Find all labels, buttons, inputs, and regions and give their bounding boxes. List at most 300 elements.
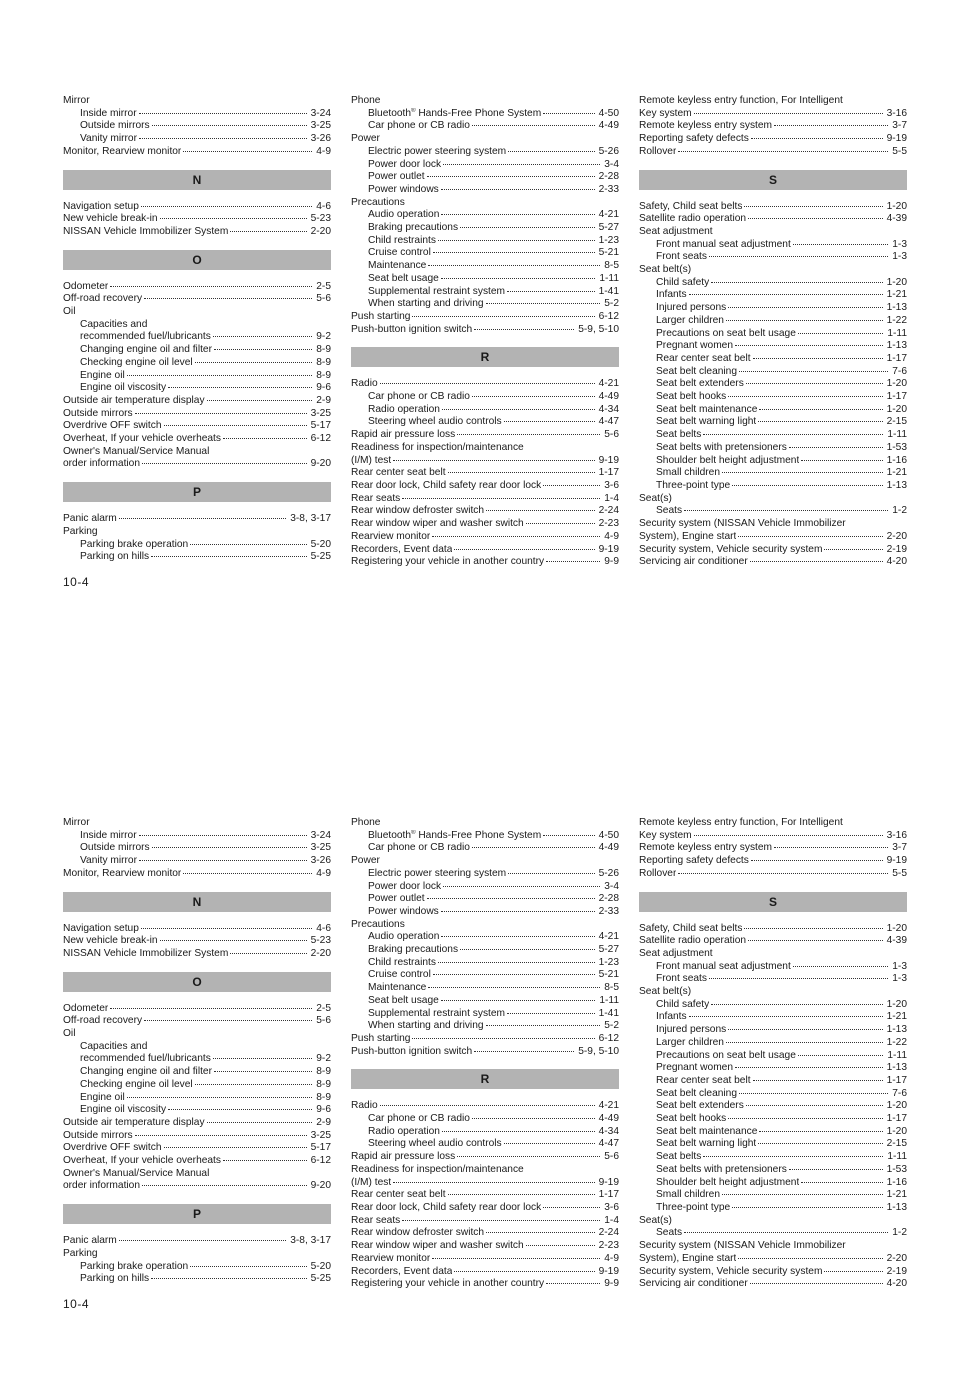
page-reference: 1-53 [886,441,907,453]
entry-text: Cruise control [368,247,431,259]
entry-text: Rear center seat belt [351,467,446,479]
page-reference: 1-11 [887,1151,907,1163]
entry-text: Small children [656,1189,720,1201]
index-subentry [639,1202,907,1215]
entry-text: Phone [351,95,381,106]
entry-text: Panic alarm [63,513,117,525]
page-reference: 5-27 [598,222,619,234]
page-reference: 1-20 [886,403,907,415]
index-entry [63,948,331,961]
dot-leader [753,1079,883,1081]
entry-text: Remote keyless entry function, For Intelligent [639,95,843,106]
entry-text: Power outlet [368,893,425,905]
dot-leader [746,1104,883,1106]
dot-leader [748,217,883,219]
dot-leader [543,484,600,486]
page-reference: 1-21 [886,289,907,301]
page-reference: 5-26 [598,867,619,879]
index-entry [639,855,907,868]
index-subentry [639,404,907,417]
dot-leader [748,939,883,941]
index-subentry [639,1088,907,1101]
index-subentry [351,957,619,970]
index-entry [351,855,619,868]
index-page-bottom [0,722,954,1398]
page-reference: 1-3 [892,973,907,985]
dot-leader [441,277,596,279]
entry-text: Larger children [656,314,724,326]
index-entry [351,1164,619,1177]
entry-text: Servicing air conditioner [639,1278,748,1290]
index-subentry [63,539,331,552]
page-reference: 3-25 [310,842,331,854]
dot-leader [472,1117,595,1119]
dot-leader [412,315,594,317]
entry-text: Checking engine oil level [80,356,193,368]
entry-text: Audio operation [368,209,440,221]
index-entry [639,544,907,557]
page-reference: 5-9, 5-10 [578,323,619,335]
index-entry [351,429,619,442]
index-subentry [351,906,619,919]
page-reference: 1-3 [892,960,907,972]
index-entry [63,935,331,948]
dot-leader [732,484,882,486]
index-subentry [351,893,619,906]
page-reference: 9-2 [316,331,331,343]
index-entry [351,197,619,210]
index-subentry [639,302,907,315]
dot-leader [678,150,888,152]
entry-text: Three-point type [656,479,731,491]
dot-leader [402,1219,600,1221]
index-subentry [639,289,907,302]
dot-leader [507,1012,595,1014]
entry-text: Radio [351,378,378,390]
dot-leader [694,112,883,114]
page-reference: 1-13 [886,1062,907,1074]
index-entry [351,505,619,518]
dot-leader [486,509,595,511]
index-entry [63,1248,331,1261]
entry-text: Checking engine oil level [80,1078,193,1090]
index-subentry [351,391,619,404]
dot-leader [164,1146,307,1148]
index-subentry [351,944,619,957]
index-entry [63,408,331,421]
dot-leader [684,509,888,511]
index-entry [639,923,907,936]
entry-text: NISSAN Vehicle Immobilizer System [63,225,229,237]
entry-text: Push-button ignition switch [351,1045,473,1057]
dot-leader [824,1270,882,1272]
index-entry [351,1100,619,1113]
index-subentry [639,378,907,391]
page-reference: 3-24 [310,107,331,119]
page-reference: 8-5 [604,260,619,272]
index-subentry [639,999,907,1012]
page-reference: 7-6 [892,365,907,377]
page-reference: 3-4 [604,880,619,892]
entry-text: Security system, Vehicle security system [639,543,823,555]
index-subentry [639,1024,907,1037]
dot-leader [746,382,883,384]
page-reference: 4-39 [886,935,907,947]
page-reference: 4-39 [886,213,907,225]
index-subentry [639,1075,907,1088]
entry-text: Navigation setup [63,200,139,212]
index-subentry [63,1104,331,1117]
dot-leader [759,408,882,410]
dot-leader [751,859,883,861]
index-entry [63,1180,331,1193]
page-reference: 4-49 [598,842,619,854]
entry-text: Rollover [639,867,677,879]
entry-text: Overheat, If your vehicle overheats [63,1155,221,1167]
dot-leader [798,332,883,334]
entry-text: Monitor, Rearview monitor [63,867,182,879]
dot-leader [230,952,306,954]
dot-leader [110,285,312,287]
page-reference: 1-22 [886,314,907,326]
page-reference: 5-6 [316,1015,331,1027]
index-subentry [639,1100,907,1113]
index-subentry [63,842,331,855]
entry-text: Pregnant women [656,1062,734,1074]
entry-text: Infants [656,289,687,301]
entry-text: Push starting [351,310,411,322]
entry-text: Front seats [656,973,707,985]
entry-text: Rear seats [351,492,401,504]
dot-leader [183,872,312,874]
page-reference: 8-9 [316,1091,331,1103]
entry-text: Shoulder belt height adjustment [656,1176,800,1188]
page-reference: 2-23 [598,1240,619,1252]
entry-text: Satellite radio operation [639,213,747,225]
page-reference: 3-26 [310,855,331,867]
page-reference: 9-9 [604,556,619,568]
page-reference: 1-20 [886,922,907,934]
page-reference: 1-20 [886,276,907,288]
dot-leader [441,935,594,937]
dot-leader [750,560,883,562]
entry-text: Seat belt maintenance [656,1125,758,1137]
entry-text: Seat belt(s) [639,264,692,276]
dot-leader [758,1142,882,1144]
index-subentry [351,235,619,248]
index-subentry [63,551,331,564]
page-reference: 3-16 [886,107,907,119]
page-reference: 1-17 [598,1189,619,1201]
dot-leader [190,543,306,545]
index-subentry [639,442,907,455]
index-subentry [639,1138,907,1151]
page-reference: 3-8, 3-17 [290,1235,331,1247]
page-reference: 1-4 [604,492,619,504]
index-entry [351,480,619,493]
page-reference: 1-13 [886,1201,907,1213]
entry-text: Rapid air pressure loss [351,429,456,441]
dot-leader [750,1282,883,1284]
page-reference: 2-33 [598,183,619,195]
entry-text: Seat belts [656,1151,702,1163]
page-reference: 1-13 [886,479,907,491]
index-entry [351,378,619,391]
index-entry [639,213,907,226]
entry-text: Seat belt hooks [656,1113,727,1125]
dot-leader [753,357,883,359]
entry-text: Seat belt usage [368,994,439,1006]
page-reference: 6-12 [598,1032,619,1044]
index-entry [63,395,331,408]
page-reference: 5-17 [310,420,331,432]
entry-text: Inside mirror [80,829,137,841]
dot-leader [726,319,883,321]
index-entry [639,531,907,544]
index-subentry [639,1037,907,1050]
dot-leader [223,437,307,439]
index-subentry [639,973,907,986]
page-reference: 5-20 [310,538,331,550]
dot-leader [798,1054,883,1056]
entry-text: Child safety [656,276,710,288]
page-reference: 3-26 [310,133,331,145]
entry-text: Overheat, If your vehicle overheats [63,433,221,445]
page-reference: 5-2 [604,1020,619,1032]
index-subentry [351,931,619,944]
entry-text: Precautions [351,918,405,930]
entry-text: Off-road recovery [63,293,143,305]
index-entry [63,1130,331,1143]
dot-leader [427,897,595,899]
section-letter-header: R [351,347,619,367]
entry-text-part: Bluetooth [368,107,412,119]
page-reference: 1-3 [892,238,907,250]
page-reference: 1-13 [886,302,907,314]
entry-text: Front seats [656,251,707,263]
entry-text: Front manual seat adjustment [656,960,791,972]
registered-mark: ® [411,107,416,114]
entry-text: Phone [351,817,381,828]
page-reference: 1-20 [886,200,907,212]
index-entry [639,986,907,999]
page-reference: 2-24 [598,1227,619,1239]
dot-leader [230,230,306,232]
page-reference: 4-47 [598,1138,619,1150]
dot-leader [190,1265,306,1267]
page-reference: 1-20 [886,378,907,390]
entry-text: Seat belt extenders [656,378,744,390]
entry-text: Electric power steering system [368,145,507,157]
page-reference: 6-12 [310,433,331,445]
entry-text: Outside mirrors [63,407,133,419]
entry-text: Injured persons [656,302,727,314]
index-subentry [351,881,619,894]
page-number: 10-4 [63,575,90,589]
index-entry [351,467,619,480]
index-subentry [351,969,619,982]
dot-leader [454,548,594,550]
entry-text: Small children [656,467,720,479]
page-reference: 5-27 [598,944,619,956]
page-reference: 1-13 [886,340,907,352]
section-letter-header: O [63,250,331,270]
index-subentry [351,1126,619,1139]
entry-text: Power windows [368,183,439,195]
entry-text: Audio operation [368,931,440,943]
dot-leader [195,1083,313,1085]
index-entry [63,817,331,830]
entry-text: Parking on hills [80,551,150,563]
page-reference: 4-9 [316,867,331,879]
entry-text: Seat belt usage [368,272,439,284]
index-subentry [351,209,619,222]
page-reference: 4-21 [598,378,619,390]
index-subentry [63,331,331,344]
entry-text: Seat belts with pretensioners [656,1163,787,1175]
index-subentry [351,842,619,855]
dot-leader [135,1134,307,1136]
entry-text: Reporting safety defects [639,855,749,867]
entry-text: Mirror [63,817,90,828]
page-reference: 9-2 [316,1053,331,1065]
dot-leader [142,1184,307,1186]
entry-text: Overdrive OFF switch [63,420,162,432]
page-reference: 5-26 [598,145,619,157]
index-subentry [639,353,907,366]
index-entry [351,493,619,506]
page-reference: 5-2 [604,298,619,310]
index-entry [639,817,907,830]
page-reference: 3-24 [310,829,331,841]
entry-text: System), Engine start [639,530,737,542]
index-subentry [351,416,619,429]
page-reference: 4-50 [598,107,619,119]
dot-leader [152,846,307,848]
page-reference: 4-9 [604,1252,619,1264]
page-reference: 3-4 [604,158,619,170]
section-letter-header: N [63,892,331,912]
index-entry [639,948,907,961]
index-subentry [639,315,907,328]
entry-text: Monitor, Rearview monitor [63,145,182,157]
index-entry [351,1278,619,1291]
dot-leader [110,1007,312,1009]
page-reference: 1-4 [604,1214,619,1226]
entry-text: Remote keyless entry system [639,120,773,132]
page-reference: 2-23 [598,518,619,530]
page-reference: 9-20 [310,458,331,470]
dot-leader [546,560,600,562]
entry-text: Seat(s) [639,1214,672,1226]
entry-text: Rear center seat belt [656,1074,751,1086]
dot-leader [380,382,595,384]
entry-text: Inside mirror [80,107,137,119]
page-reference: 9-19 [886,133,907,145]
entry-text: Registering your vehicle in another country [351,556,545,568]
index-subentry [63,319,331,332]
page-reference: 1-20 [886,1100,907,1112]
index-subentry [63,120,331,133]
page-reference: 5-6 [604,1151,619,1163]
entry-text: Rear door lock, Child safety rear door lock [351,1201,542,1213]
index-entry [639,868,907,881]
entry-text: Rear window defroster switch [351,1227,485,1239]
index-entry [639,842,907,855]
dot-leader [441,213,594,215]
entry-text: Parking brake operation [80,538,189,550]
dot-leader [711,1003,882,1005]
page-reference: 3-25 [310,1129,331,1141]
index-entry [639,493,907,506]
index-subentry [351,868,619,881]
dot-leader [543,112,594,114]
entry-text: recommended fuel/lubricants [80,1053,211,1065]
index-entry [63,868,331,881]
page-reference: 1-21 [886,467,907,479]
entry-text: Recorders, Event data [351,543,453,555]
dot-leader [508,150,594,152]
dot-leader [709,977,888,979]
entry-text: Outside mirrors [80,120,150,132]
entry-text: Parking on hills [80,1273,150,1285]
page-reference: 1-11 [599,994,619,1006]
dot-leader [428,986,600,988]
page-reference: 1-41 [598,285,619,297]
entry-text: Readiness for inspection/maintenance [351,441,524,453]
page-reference: 1-17 [598,467,619,479]
page-reference: 1-13 [886,1024,907,1036]
section-letter-header: P [63,1204,331,1224]
dot-leader [793,243,888,245]
page-reference: 5-6 [604,429,619,441]
page-reference: 2-5 [316,1002,331,1014]
dot-leader [141,205,312,207]
index-entry [63,293,331,306]
dot-leader [722,1193,883,1195]
entry-text: Rear center seat belt [656,352,751,364]
entry-text: Capacities and [80,318,148,330]
page-reference: 5-21 [598,247,619,259]
index-entry [351,1151,619,1164]
dot-leader [751,137,883,139]
dot-leader [433,251,595,253]
index-entry [63,526,331,539]
entry-text-part: Hands-Free Phone System [415,829,542,841]
index-entry [639,1266,907,1279]
dot-leader [689,293,883,295]
section-letter-header: S [639,892,907,912]
index-subentry [351,273,619,286]
dot-leader [793,965,888,967]
entry-text: Safety, Child seat belts [639,922,743,934]
dot-leader [711,281,882,283]
entry-text: Engine oil [80,369,125,381]
index-subentry [351,222,619,235]
dot-leader [472,395,595,397]
page-reference: 2-5 [316,280,331,292]
page-reference: 4-34 [598,1125,619,1137]
index-subentry [63,1053,331,1066]
page-reference: 2-15 [886,416,907,428]
dot-leader [207,399,313,401]
dot-leader [380,1104,595,1106]
index-entry [351,1033,619,1046]
page-reference: 4-20 [886,556,907,568]
entry-text: order information [63,458,141,470]
index-entry [351,311,619,324]
dot-leader [759,1130,882,1132]
